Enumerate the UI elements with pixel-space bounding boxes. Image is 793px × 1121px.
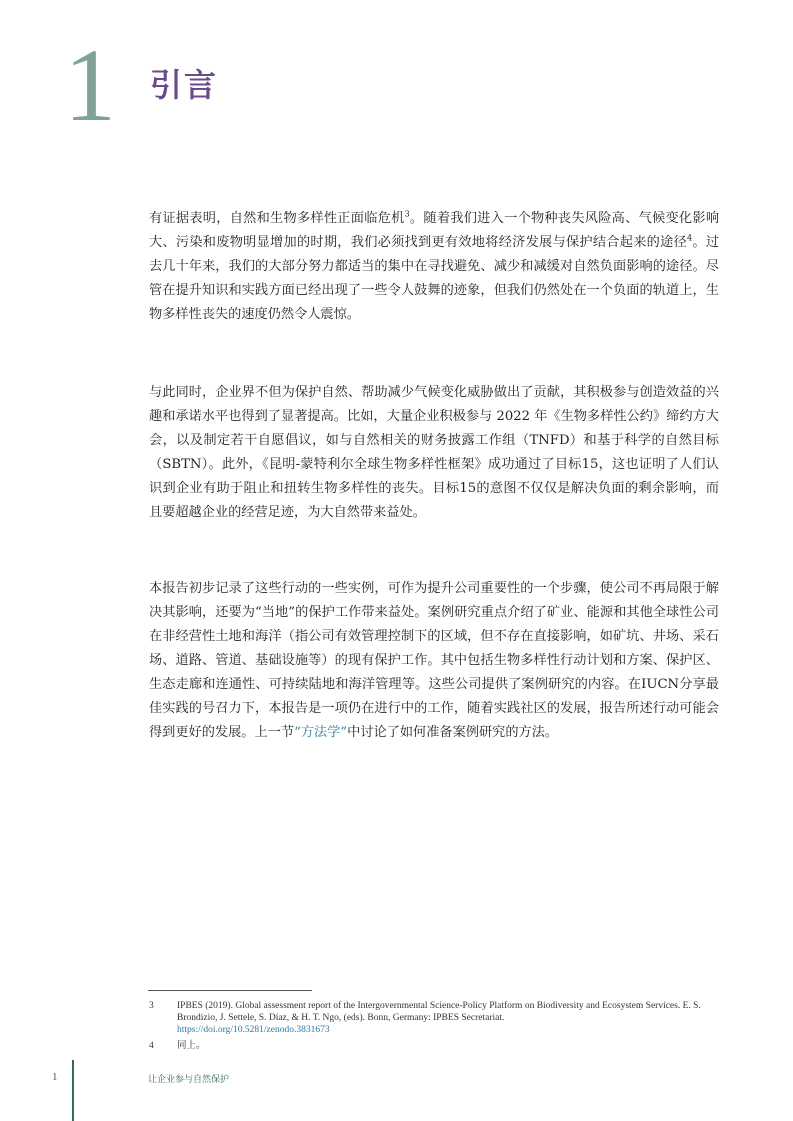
footnote-text: 同上。: [177, 1041, 206, 1051]
footnote-doi-link[interactable]: https://doi.org/10.5281/zenodo.3831673: [177, 1025, 330, 1035]
paragraph-1-text-a: 有证据表明，自然和生物多样性正面临危机: [149, 211, 405, 226]
paragraph-2: 与此同时，企业界不但为保护自然、帮助减少气候变化威胁做出了贡献，其积极参与创造效益的兴趣和承诺水平也得到了显著提高。比如，大量企业积极参与 2022 年《生物多样性公约》缔约方大会，以及制定若干自愿倡议，如与自然相关的财务披露工作组（TNFD）和基于科学的自然目标（SBTN）。此外，《昆明-蒙特利尔全球生物多样性框架》成功通过了目标15，这也证明了人们认识到企业有助于阻止和扭转生物多样性的丧失。目标15的意图不仅仅是解决负面的剩余影响，而且要超越企业的经营足迹，为大自然带来益处。: [149, 385, 719, 520]
paragraph-1-text-b: 。随着我们进入一个物种丧失风险高、气候变化影响大、污染和废物明显增加的时期，我们必须找到更有效地将经济发展与保护结合起来的途径: [149, 211, 720, 250]
footnote-ref-3[interactable]: 3: [404, 209, 410, 219]
footer-divider: [72, 1060, 74, 1121]
paragraph-1-text-c: 。过去几十年来，我们的大部分努力都适当的集中在寻找避免、减少和减缓对自然负面影响的途径。尽管在提升知识和实践方面已经出现了一些令人鼓舞的迹象，但我们仍然处在一个负面的轨道上，生物多样性丧失的速度仍然令人震惊。: [149, 235, 720, 322]
chapter-title: 引言: [150, 66, 219, 104]
running-footer-title: 让企业参与自然保护: [148, 1075, 230, 1085]
footnote-number: 4: [149, 1041, 154, 1051]
paragraph-3-text-b: 中讨论了如何准备案例研究的方法。: [347, 725, 559, 740]
page-number: 1: [52, 1071, 58, 1083]
paragraph-1: [149, 207, 719, 327]
paragraph-3: [149, 577, 719, 745]
paragraph-3-text-a: 本报告初步记录了这些行动的一些实例，可作为提升公司重要性的一个步骤，使公司不再局限于解决其影响，还要为“当地”的保护工作带来益处。案例研究重点介绍了矿业、能源和其他全球性公司在非经营性土地和海洋（指公司有效管理控制下的区域，但不存在直接影响，如矿坑、井场、采石场、道路、管道、基础设施等）的现有保护工作。其中包括生物多样性行动计划和方案、保护区、生态走廊和连通性、可持续陆地和海洋管理等。这些公司提供了案例研究的内容。在IUCN分享最佳实践的号召力下，本报告是一项仍在进行中的工作，随着实践社区的发展，报告所述行动可能会得到更好的发展。上一节: [149, 581, 719, 740]
footnote-ref-4[interactable]: 4: [687, 233, 693, 243]
footnote-text: IPBES (2019). Global assessment report of the Intergovernmental Science-Policy Platform on Biodiversity and Ecosystem Services. E. S. Brondizio, J. Settele, S. Díaz, & H. T. Ngo, (eds). Bonn, Germany: IPBES Secretariat.: [177, 1001, 701, 1023]
methodology-link[interactable]: “方法学”: [294, 725, 348, 740]
chapter-number: 1: [64, 28, 116, 143]
footnote-divider: [148, 990, 312, 991]
footnote-number: 3: [149, 1001, 154, 1011]
